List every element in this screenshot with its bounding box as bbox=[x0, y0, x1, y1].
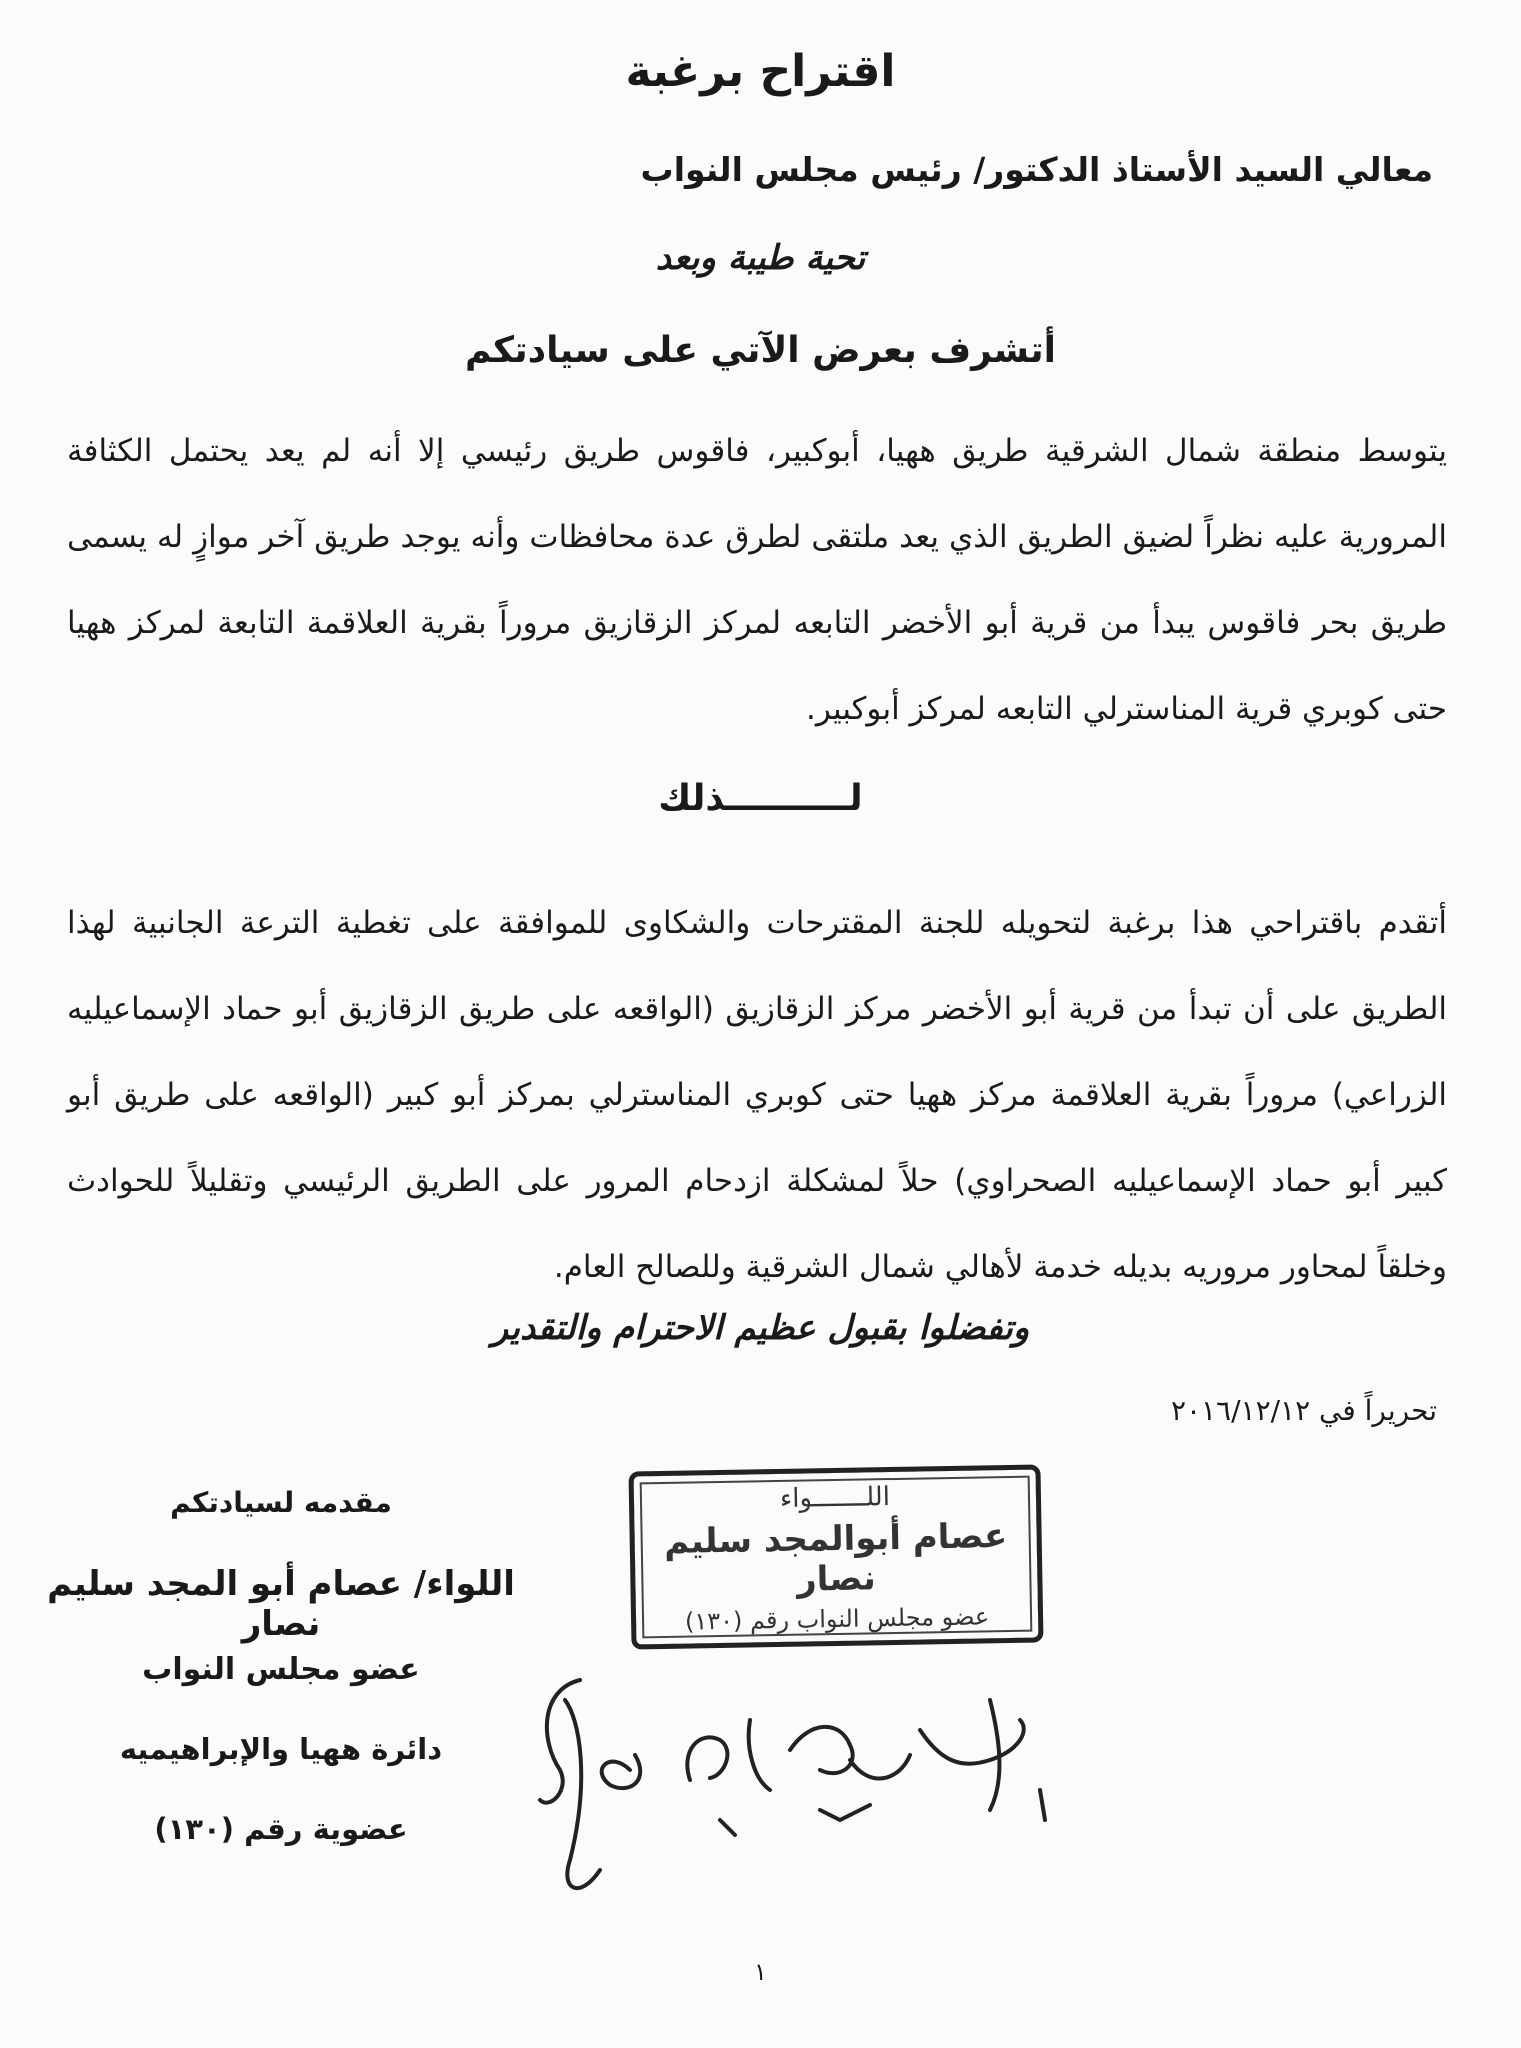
addressee-line: معالي السيد الأستاذ الدكتور/ رئيس مجلس النواب bbox=[640, 150, 1433, 189]
stamp-line-3: عضو مجلس النواب رقم (١٣٠) bbox=[684, 1602, 990, 1636]
intro-line: أتشرف بعرض الآتي على سيادتكم bbox=[464, 330, 1057, 371]
submitter-name: اللواء/ عصام أبو المجد سليم نصار bbox=[47, 1564, 515, 1644]
official-stamp bbox=[628, 1464, 1043, 1649]
body-paragraph-1: يتوسط منطقة شمال الشرقية طريق ههيا، أبوكبير، فاقوس طريق رئيسي إلا أنه لم يعد يحتمل الكثافة المرورية عليه نظراً لضيق الطريق الذي يعد ملتقى لطرق عدة محافظات وأنه يوجد طريق آخر موازٍ له يسمى طريق بحر فاقوس يبدأ من قرية أبو الأخضر التابعه لمركز الزقازيق مروراً بقرية العلاقمة التابعة لمركز ههيا حتى كوبري قرية المناسترلي التابعه لمركز أبوكبير. bbox=[67, 433, 1447, 727]
submitter-district: دائرة ههيا والإبراهيميه bbox=[119, 1732, 443, 1766]
submitter-role: عضو مجلس النواب bbox=[142, 1652, 420, 1687]
therefore-heading: لــــــــــذلك bbox=[658, 778, 863, 819]
body-paragraph-2: أتقدم باقتراحي هذا برغبة لتحويله للجنة المقترحات والشكاوى للموافقة على تغطية الترعة الجانبية لهذا الطريق على أن تبدأ من قرية أبو الأخضر مركز الزقازيق (الواقعه على طريق الزقازيق أبو حماد الإسماعيليه الزراعي) مروراً بقرية العلاقمة مركز ههيا حتى كوبري المناسترلي بمركز أبو كبير (الواقعه على طريق أبو كبير أبو حماد الإسماعيليه الصحراوي) حلاً لمشكلة ازدحام المرور على الطريق الرئيسي وتقليلاً للحوادث وخلقاً لمحاور مروريه بديله خدمة لأهالي شمال الشرقية وللصالح العام. bbox=[67, 905, 1447, 1285]
date-line: تحريراً في ٢٠١٦/١٢/١٢ bbox=[1170, 1394, 1437, 1427]
handwritten-signature bbox=[520, 1660, 1080, 1920]
document-title: اقتراح برغبة bbox=[625, 46, 896, 97]
page-number: ١ bbox=[754, 1958, 767, 1986]
submitter-line-1: مقدمه لسيادتكم bbox=[170, 1486, 392, 1519]
submitter-membership: عضوية رقم (١٣٠) bbox=[154, 1812, 408, 1846]
stamp-line-2: عصام أبوالمجد سليم نصار bbox=[663, 1516, 1008, 1600]
stamp-line-1: اللـــــــواء bbox=[779, 1482, 891, 1514]
closing-line: وتفضلوا بقبول عظيم الاحترام والتقدير bbox=[491, 1308, 1030, 1348]
greeting-line: تحية طيبة وبعد bbox=[655, 238, 866, 278]
